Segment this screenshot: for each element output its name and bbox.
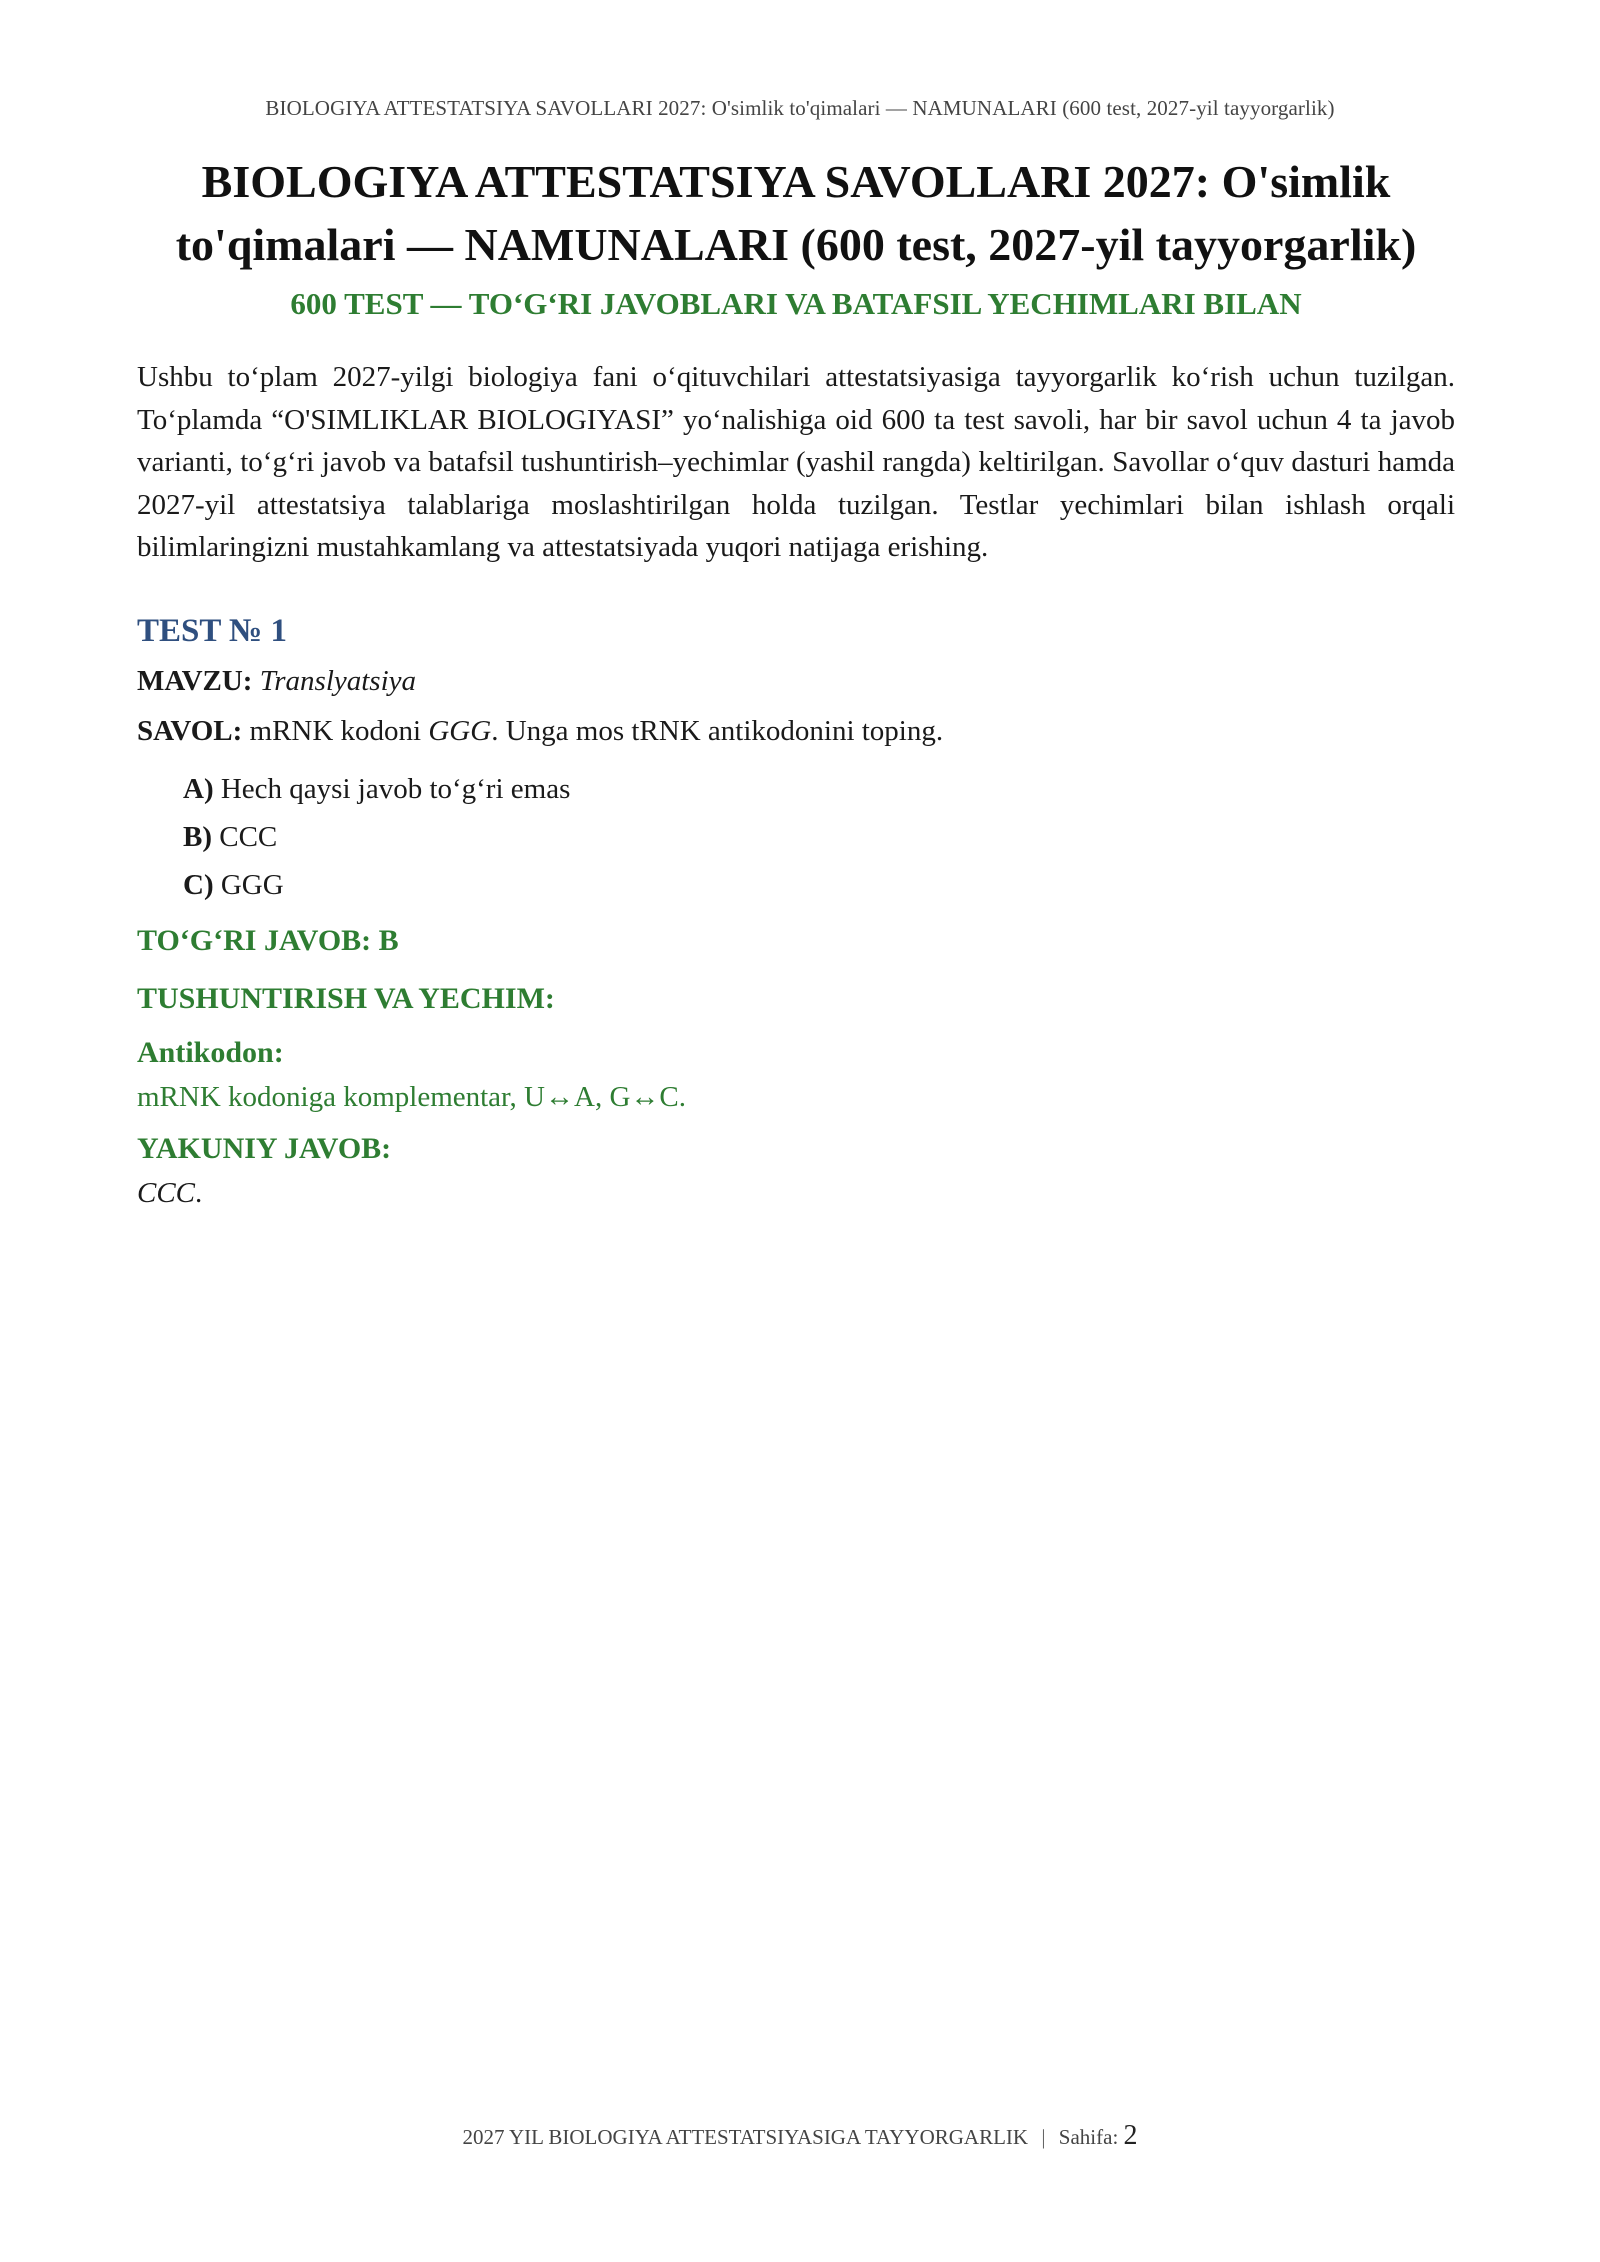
correct-answer: TO‘G‘RI JAVOB: B <box>137 923 399 957</box>
topic-value: Translyatsiya <box>259 664 417 697</box>
option-a <box>183 765 1455 813</box>
final-answer <box>137 1173 1455 1213</box>
answer-options <box>183 765 1455 909</box>
page-content <box>137 150 1455 1213</box>
explanation-heading: TUSHUNTIRISH VA YECHIM: <box>137 981 555 1015</box>
explanation-subheading: Antikodon: <box>137 1035 284 1069</box>
page-footer <box>0 2120 1600 2152</box>
option-text: CCC <box>219 820 278 853</box>
question-text-end: . Unga mos tRNK antikodonini toping. <box>491 714 944 747</box>
question-line <box>137 711 1455 751</box>
option-text: GGG <box>220 868 284 901</box>
final-answer-heading: YAKUNIY JAVOB: <box>137 1131 392 1165</box>
document-subtitle: 600 TEST — TO‘G‘RI JAVOBLARI VA BATAFSIL YECHIMLARI BILAN <box>290 286 1302 321</box>
question-text-start: mRNK kodoni <box>249 714 429 747</box>
footer-page-label: Sahifa: <box>1058 2125 1119 2149</box>
topic-line <box>137 661 1455 701</box>
final-answer-punct: . <box>195 1176 203 1209</box>
option-c <box>183 861 1455 909</box>
page-number: 2 <box>1123 2120 1138 2151</box>
topic-label: MAVZU: <box>137 664 253 697</box>
running-header: BIOLOGIYA ATTESTATSIYA SAVOLLARI 2027: O'simlik to'qimalari — NAMUNALARI (600 test, 2027-yil tayyorgarlik) <box>265 96 1335 120</box>
option-letter: A) <box>183 772 214 805</box>
footer-separator: | <box>1041 2125 1046 2149</box>
option-text: Hech qaysi javob to‘g‘ri emas <box>220 772 571 805</box>
option-b <box>183 813 1455 861</box>
option-letter: C) <box>183 868 214 901</box>
footer-label: 2027 YIL BIOLOGIYA ATTESTATSIYASIGA TAYYORGARLIK <box>462 2125 1029 2149</box>
document-title: BIOLOGIYA ATTESTATSIYA SAVOLLARI 2027: O'simlik to'qimalari — NAMUNALARI (600 test, 2027-yil tayyorgarlik) <box>175 156 1417 270</box>
intro-paragraph: Ushbu to‘plam 2027-yilgi biologiya fani o‘qituvchilari attestatsiyasiga tayyorgarlik ko‘rish uchun tuzilgan. To‘plamda “O'SIMLIKLAR BIOLOGIYASI” yo‘nalishiga oid 600 ta test savoli, har bir savol uchun 4 ta javob varianti, to‘g‘ri javob va batafsil tushuntirish–yechimlar (yashil rangda) keltirilgan. Savollar o‘quv dasturi hamda 2027-yil attestatsiya talablariga moslashtirilgan holda tuzilgan. Testlar yechimlari bilan ishlash orqali bilimlaringizni mustahkamlang va attestatsiyada yuqori natijaga erishing. <box>137 361 1455 563</box>
final-answer-value: CCC <box>137 1176 196 1209</box>
option-letter: B) <box>183 820 212 853</box>
explanation-text: mRNK kodoniga komplementar, U↔A, G↔C. <box>137 1080 686 1113</box>
question-codon: GGG <box>428 714 492 747</box>
question-label: SAVOL: <box>137 714 243 747</box>
test-heading: TEST № 1 <box>137 612 287 649</box>
